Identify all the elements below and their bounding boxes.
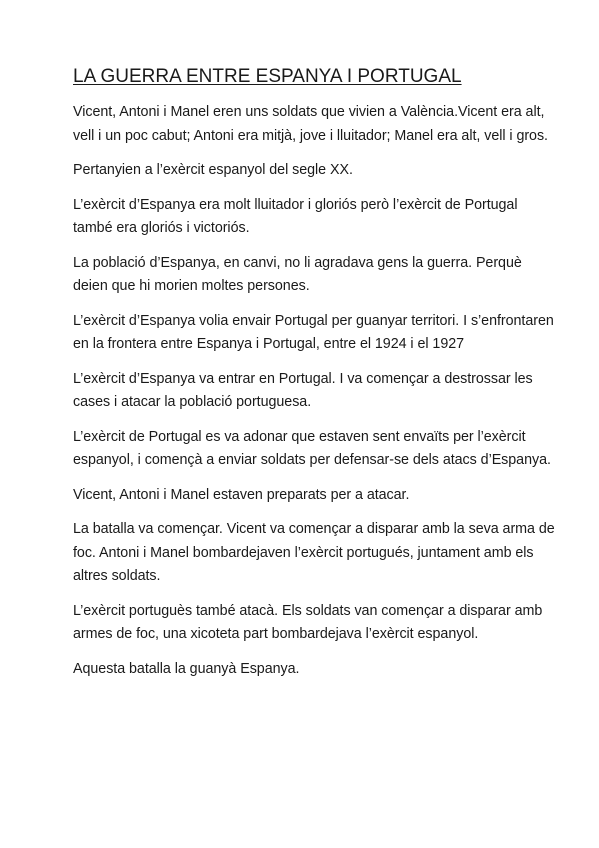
paragraph-11: Aquesta batalla la guanyà Espanya. bbox=[73, 660, 300, 677]
paragraph-5: L’exèrcit d’Espanya volia envair Portugal per guanyar territori. I s’enfrontaren en la frontera entre Espanya i Portugal, entre el 1924 i el 1927 bbox=[73, 312, 554, 352]
paragraph-1: Vicent, Antoni i Manel eren uns soldats que vivien a València.Vicent era alt, vell i un poc cabut; Antoni era mitjà, jove i lluitador; Manel era alt, vell i gros. bbox=[73, 104, 548, 144]
paragraph-3: L’exèrcit d’Espanya era molt lluitador i gloriós però l’exèrcit de Portugal també era gloriós i victoriós. bbox=[73, 196, 518, 236]
document-title: LA GUERRA ENTRE ESPANYA I PORTUGAL bbox=[73, 66, 462, 87]
paragraph-7: L’exèrcit de Portugal es va adonar que estaven sent envaïts per l’exèrcit espanyol, i començà a enviar soldats per defensar-se dels atacs d’Espanya. bbox=[73, 428, 551, 468]
paragraph-6: L’exèrcit d’Espanya va entrar en Portugal. I va començar a destrossar les cases i atacar la població portuguesa. bbox=[73, 370, 533, 410]
paragraph-4: La població d’Espanya, en canvi, no li agradava gens la guerra. Perquè deien que hi morien moltes persones. bbox=[73, 254, 522, 294]
paragraph-2: Pertanyien a l’exèrcit espanyol del segle XX. bbox=[73, 162, 353, 178]
paragraph-9: La batalla va començar. Vicent va començar a disparar amb la seva arma de foc. Antoni i Manel bombardejaven l’exèrcit portugués, juntament amb els altres soldats. bbox=[73, 521, 555, 584]
paragraph-8: Vicent, Antoni i Manel estaven preparats per a atacar. bbox=[73, 486, 410, 503]
paragraph-10: L’exèrcit portuguès també atacà. Els soldats van començar a disparar amb armes de foc, una xicoteta part bombardejava l’exèrcit espanyol. bbox=[73, 602, 543, 642]
